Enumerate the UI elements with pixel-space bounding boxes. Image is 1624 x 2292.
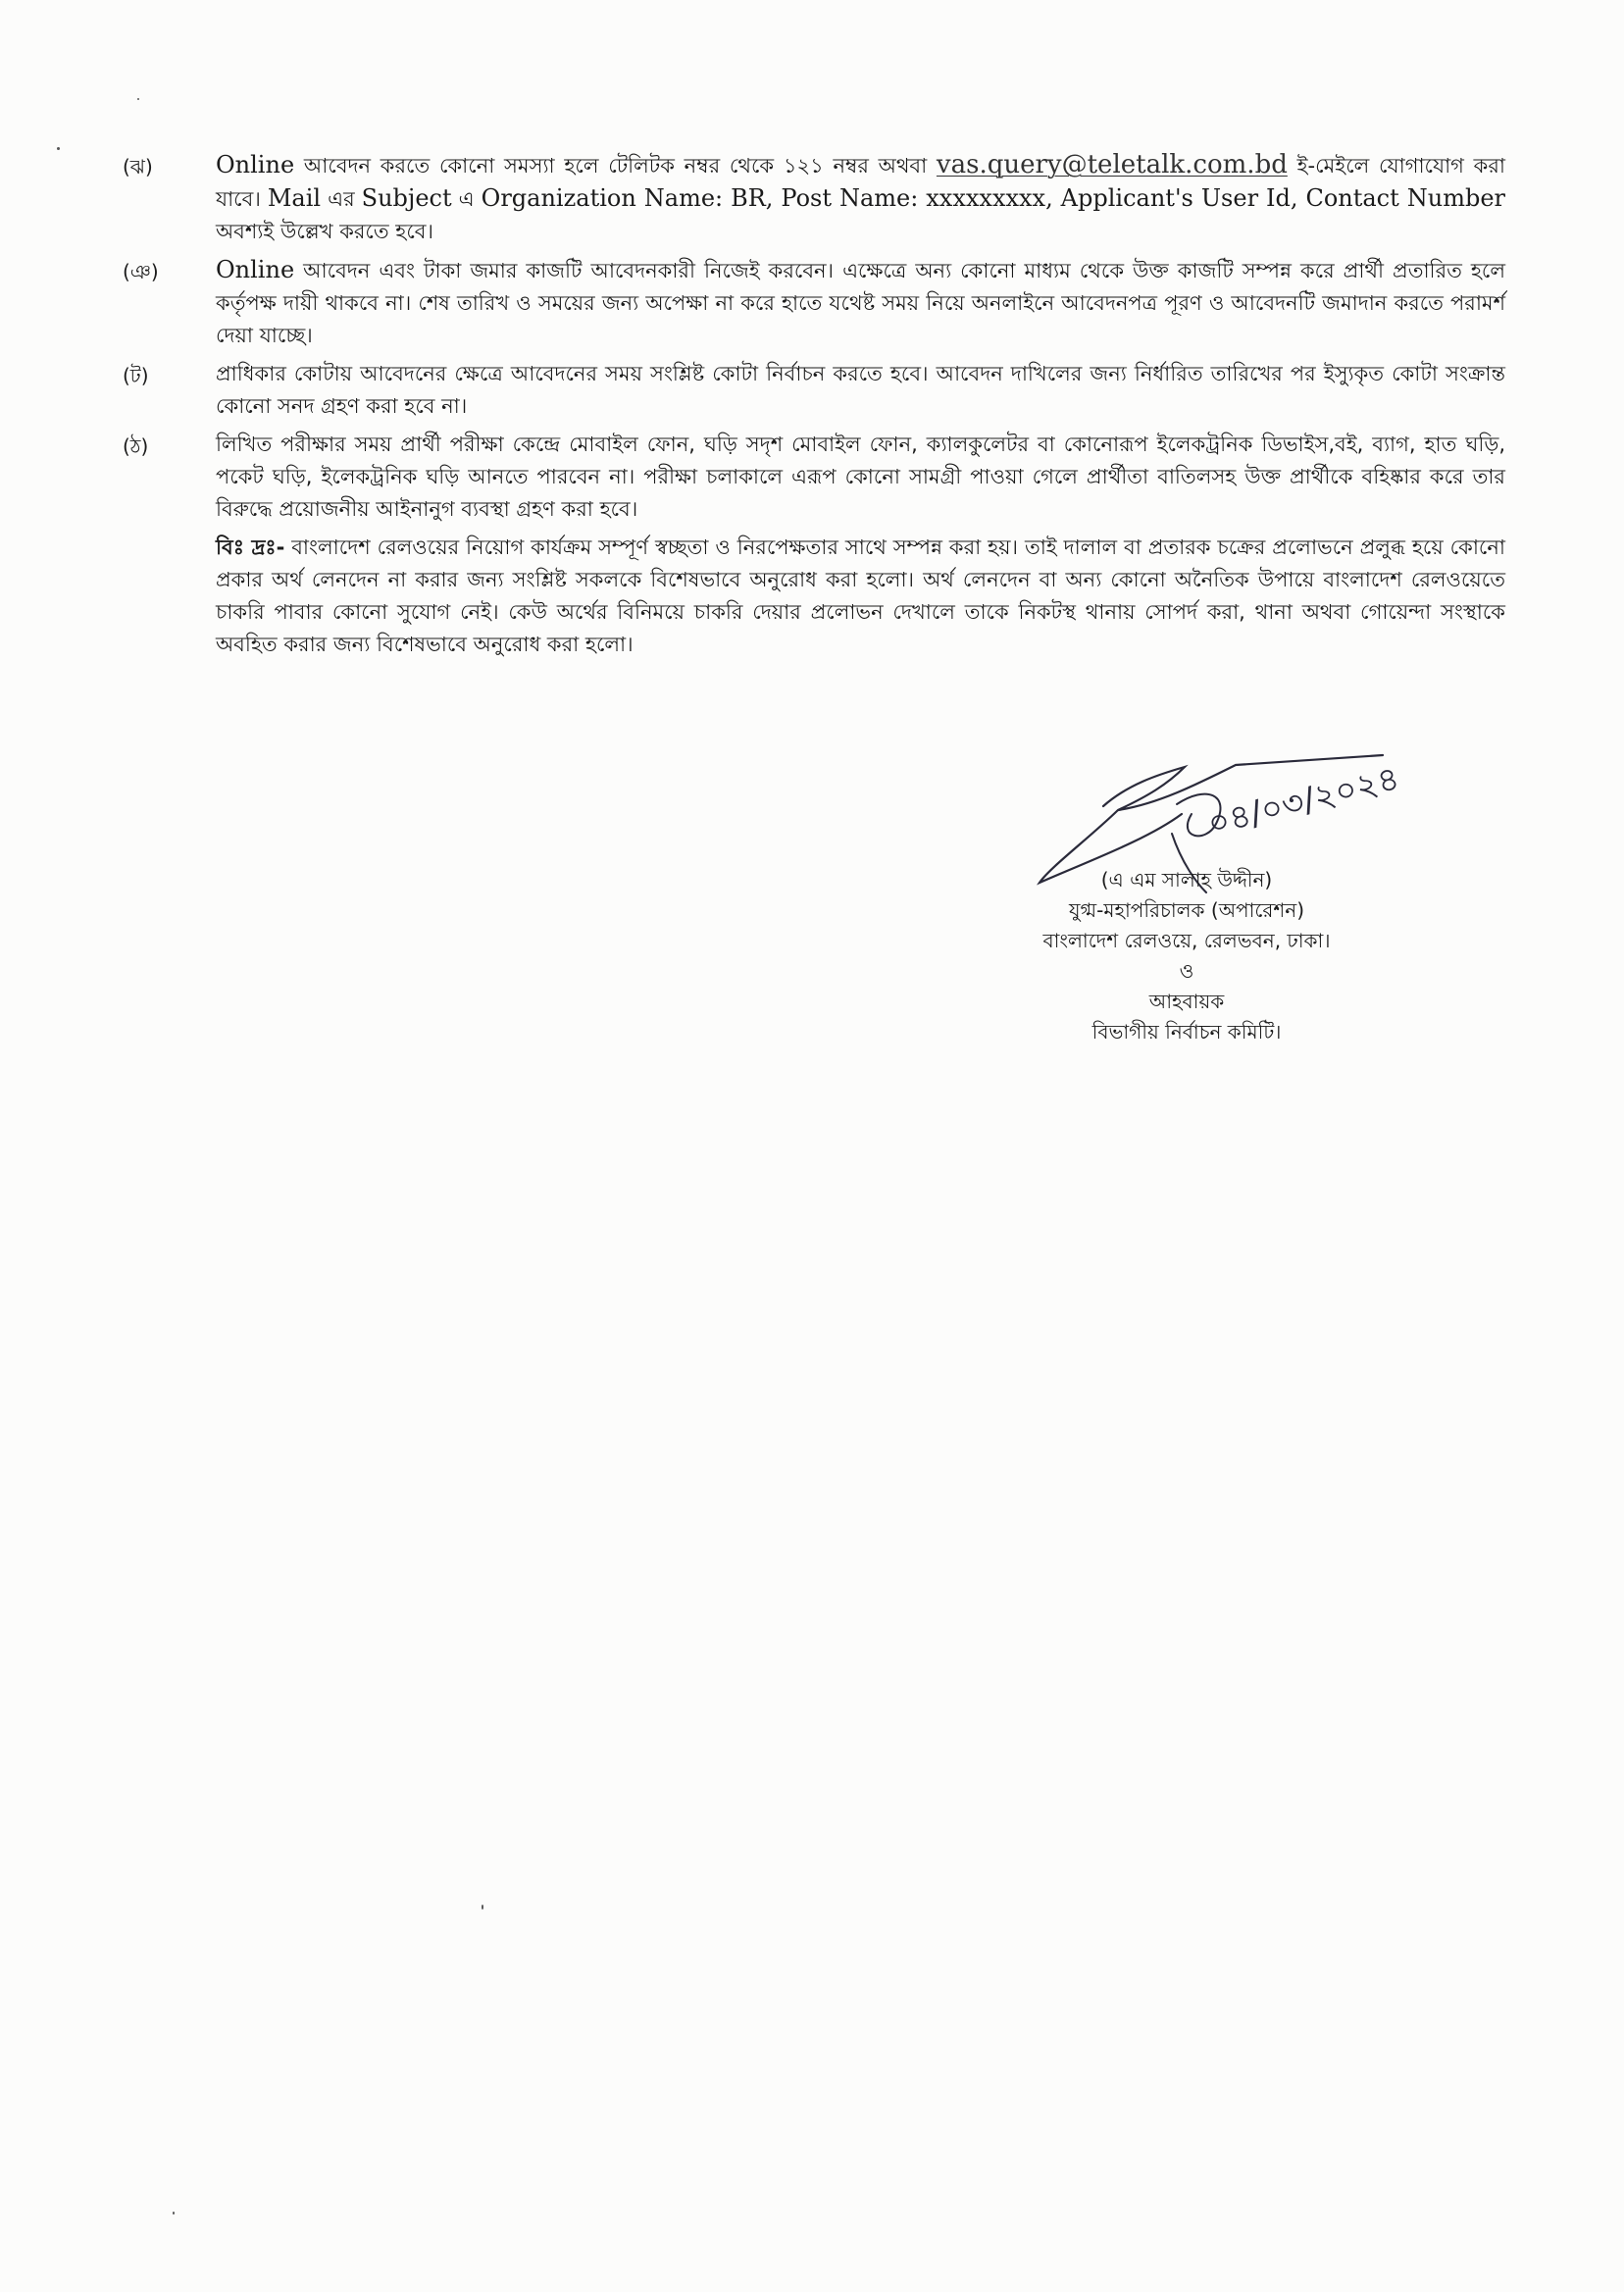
list-item bbox=[123, 254, 1505, 352]
item-text bbox=[216, 149, 1505, 248]
item-text-part: ই-মেইলে যোগাযোগ করা যাবে। bbox=[216, 154, 1506, 211]
item-text-part: এ bbox=[451, 187, 482, 211]
instruction-list bbox=[123, 149, 1505, 661]
signatory-conjunction: ও bbox=[1179, 959, 1194, 983]
list-item bbox=[123, 358, 1505, 423]
note-label: বিঃ দ্রঃ- bbox=[216, 535, 285, 559]
signatory-designation: যুগ্ম-মহাপরিচালক (অপারেশন) bbox=[1068, 898, 1305, 922]
signatory-office: বাংলাদেশ রেলওয়ে, রেলভবন, ঢাকা। bbox=[1042, 929, 1331, 952]
item-text-part: Online bbox=[216, 256, 295, 283]
item-text: লিখিত পরীক্ষার সময় প্রার্থী পরীক্ষা কেন্দ্রে মোবাইল ফোন, ঘড়ি সদৃশ মোবাইল ফোন, ক্যালকুলেটর বা কোনোরূপ ইলেকট্রনিক ডিভাইস,বই, ব্যাগ, হাত ঘড়ি, পকেট ঘড়ি, ইলেকট্রনিক ঘড়ি আনতে পারবেন না। পরীক্ষা চলাকালে এরূপ কোনো সামগ্রী পাওয়া গেলে প্রার্থীতা বাতিলসহ উক্ত প্রার্থীকে বহিষ্কার করে তার বিরুদ্ধে প্রয়োজনীয় আইনানুগ ব্যবস্থা গ্রহণ করা হবে। bbox=[216, 433, 1505, 521]
item-text-part: Organization Name: BR, Post Name: xxxxxxxxx, Applicant's User Id, Contact Number bbox=[481, 184, 1505, 212]
item-text-part: এর bbox=[321, 187, 362, 211]
signature-date: ০৪/০৩/২০২৪ bbox=[1203, 758, 1403, 844]
scan-speck bbox=[173, 2212, 175, 2215]
list-item bbox=[123, 149, 1505, 248]
item-text-part: Online bbox=[216, 151, 295, 178]
item-text-part: Subject bbox=[361, 184, 452, 212]
item-text-part: আবেদন করতে কোনো সমস্যা হলে টেলিটক নম্বর থেকে ১২১ নম্বর অথবা bbox=[294, 154, 937, 178]
signatory-name: (এ এম সালাহ উদ্দীন) bbox=[1100, 868, 1273, 891]
signatory-role: আহবায়ক bbox=[1148, 990, 1225, 1013]
item-marker: (ট) bbox=[123, 364, 149, 387]
signatory-details bbox=[981, 865, 1393, 1047]
special-note bbox=[216, 532, 1505, 661]
note-text: বাংলাদেশ রেলওয়ের নিয়োগ কার্যক্রম সম্পূর্ণ স্বচ্ছতা ও নিরপেক্ষতার সাথে সম্পন্ন করা হয়। তাই দালাল বা প্রতারক চক্রের প্রলোভনে প্রলুব্ধ হয়ে কোনো প্রকার অর্থ লেনদেন না করার জন্য সংশ্লিষ্ট সকলকে বিশেষভাবে অনুরোধ করা হলো। অর্থ লেনদেন বা অন্য কোনো অনৈতিক উপায়ে বাংলাদেশ রেলওয়েতে চাকরি পাবার কোনো সুযোগ নেই। কেউ অর্থের বিনিময়ে চাকরি দেয়ার প্রলোভন দেখালে তাকে নিকটস্থ থানায় সোপর্দ করা, থানা অথবা গোয়েন্দা সংস্থাকে অবহিত করার জন্য বিশেষভাবে অনুরোধ করা হলো। bbox=[216, 535, 1505, 656]
item-text-part: Mail bbox=[267, 184, 322, 212]
list-item bbox=[123, 429, 1505, 526]
scan-speck bbox=[57, 147, 60, 150]
item-text: প্রাধিকার কোটায় আবেদনের ক্ষেত্রে আবেদনের সময় সংশ্লিষ্ট কোটা নির্বাচন করতে হবে। আবেদন দাখিলের জন্য নির্ধারিত তারিখের পর ইস্যুকৃত কোটা সংক্রান্ত কোনো সনদ গ্রহণ করা হবে না। bbox=[216, 362, 1505, 418]
item-text-part: অবশ্যই উল্লেখ করতে হবে। bbox=[216, 220, 433, 243]
item-text-part: আবেদন এবং টাকা জমার কাজটি আবেদনকারী নিজেই করবেন। এক্ষেত্রে অন্য কোনো মাধ্যম থেকে উক্ত কাজটি সম্পন্ন করে প্রার্থী প্রতারিত হলে কর্তৃপক্ষ দায়ী থাকবে না। শেষ তারিখ ও সময়ের জন্য অপেক্ষা না করে হাতে যথেষ্ট সময় নিয়ে অনলাইনে আবেদনপত্র পূরণ ও আবেদনটি জমাদান করতে পরামর্শ দেয়া যাচ্ছে। bbox=[216, 259, 1505, 347]
item-text bbox=[216, 254, 1505, 352]
email-link[interactable]: vas.query@teletalk.com.bd bbox=[936, 150, 1288, 179]
item-marker: (ঝ) bbox=[123, 155, 153, 178]
scan-speck bbox=[482, 1905, 483, 1910]
scan-speck bbox=[137, 98, 139, 100]
signatory-committee: বিভাগীয় নির্বাচন কমিটি। bbox=[1091, 1020, 1282, 1044]
item-marker: (ঠ) bbox=[123, 434, 149, 458]
item-marker: (ঞ) bbox=[123, 260, 159, 283]
signature-block bbox=[981, 745, 1403, 1079]
